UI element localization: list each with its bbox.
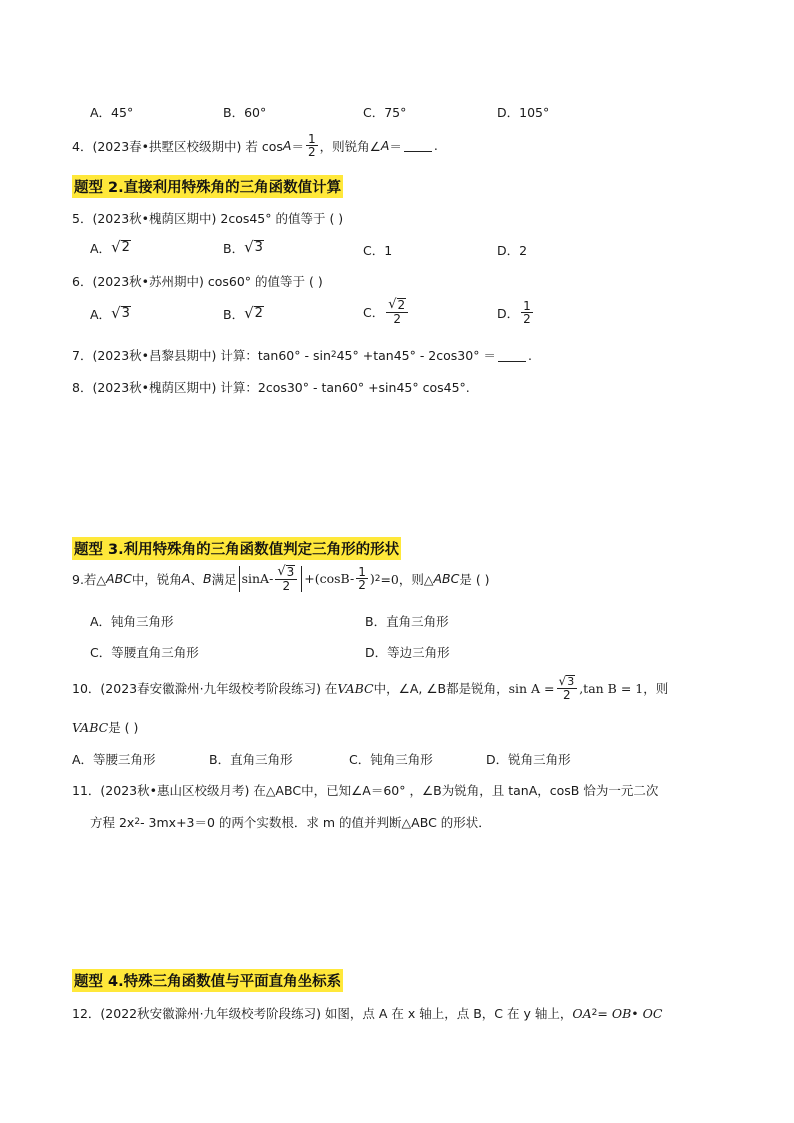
q5-option-b-label: B． — [223, 241, 245, 256]
q9-mid: 中，锐角 — [131, 571, 182, 587]
q9-rad: 3 — [286, 565, 295, 579]
q4-eq2: ＝ — [389, 138, 402, 154]
q12-sup: 2 — [591, 1008, 598, 1018]
q3-option-a: A．45° — [90, 105, 134, 120]
q9-sina: sinA- — [241, 571, 274, 587]
q5-option-c: C．1 — [363, 243, 393, 258]
q9-fraction-1 — [275, 565, 297, 592]
question-9: 9.若△ ABC 中，锐角 A 、 B 满足 sinA- √ 3 2 +(cosB- $\frac{1}{2}$ ) 2 =0，则△ ABC 是 ( ) — [72, 564, 490, 594]
q6-c-rad: 2 — [397, 298, 406, 312]
q10-fraction — [557, 675, 578, 701]
q10-rad: 3 — [567, 675, 575, 688]
q6-option-a-label: A． — [90, 307, 112, 322]
q4-blank — [404, 139, 432, 152]
q9-eq0: =0，则△ — [380, 571, 434, 587]
q3-option-b: B．60° — [223, 105, 267, 120]
q10-triangle-2: VABC — [72, 719, 109, 735]
q10-prefix: 10．(2023春安徽滁州·九年级校考阶段练习) 在 — [72, 681, 338, 697]
q9-option-b: B．直角三角形 — [365, 614, 449, 629]
section-heading-4: 题型 4.特殊三角函数值与平面直角坐标系 — [72, 969, 343, 992]
q10-frac-num: √ 3 — [557, 675, 578, 689]
q6-rad-b: 2 — [254, 306, 263, 322]
q5-rad-a: 2 — [121, 240, 130, 256]
q9-option-c: C．等腰直角三角形 — [90, 645, 199, 660]
abs-bar-left — [239, 566, 240, 592]
q12-prefix: 12．(2022秋安徽滁州·九年级校考阶段练习) 如图，点 A 在 x 轴上，点 B，C 在 y 轴上， — [72, 1006, 573, 1021]
q9-abc: ABC — [106, 571, 132, 587]
q9-frac1-num: √ 3 — [275, 565, 297, 580]
q10-den: 2 — [563, 688, 571, 703]
q9-option-d: D．等边三角形 — [365, 645, 450, 660]
q6-option-b-label: B． — [223, 307, 245, 322]
q4-end: . — [433, 138, 438, 153]
q9-plus: +(cosB- — [304, 571, 355, 587]
q9-fraction-2 — [356, 566, 368, 591]
q5-option-d: D．2 — [497, 243, 528, 258]
q6-c-num: √ 2 — [386, 298, 408, 313]
question-6: 6．(2023秋•苏州期中) cos60° 的值等于 ( ) — [72, 274, 323, 289]
q10-triangle: VABC — [337, 680, 374, 696]
q9-den: 2 — [282, 579, 291, 594]
q10-option-a: A．等腰三角形 — [72, 752, 156, 767]
q9-pow: 2 — [374, 573, 381, 584]
q6-option-b — [223, 305, 264, 323]
q9-satisfy: 满足 — [211, 571, 237, 587]
q4-prefix: 4．(2023春•拱墅区校级期中) 若 cos — [72, 138, 283, 154]
q6-fraction-c — [386, 298, 408, 325]
q6-rad-a: 3 — [121, 306, 130, 322]
q9-den2: 2 — [358, 578, 366, 593]
question-11: 11．(2023秋•惠山区校级月考) 在△ABC中，已知∠A＝60° ，∠B为锐角，且 tanA，cosB 恰为一元二次 — [72, 783, 659, 798]
q9-sep: 、 — [190, 571, 203, 587]
q4-num: 1 — [307, 132, 316, 146]
question-10-line2 — [72, 718, 138, 736]
q6-c-den: 2 — [393, 312, 402, 327]
section-heading-3: 题型 3.利用特殊角的三角函数值判定三角形的形状 — [72, 537, 401, 560]
q10-sina: sin A = — [508, 680, 555, 696]
q11-line2a: 方程 2x — [90, 815, 135, 830]
q3-option-d: D．105° — [497, 105, 550, 120]
q7-mid: 45° +tan45° - 2cos30° ＝ — [336, 348, 496, 363]
q3-option-c: C．75° — [363, 105, 407, 120]
q7-prefix: 7．(2023秋•昌黎县期中) 计算：tan60° - sin — [72, 348, 331, 363]
q5-option-a-label: A． — [90, 241, 112, 256]
q6-d-num: 1 — [523, 299, 531, 313]
q9-a: A — [181, 571, 191, 587]
q6-option-a — [90, 305, 131, 323]
q4-suffix: ，则锐角∠ — [319, 138, 381, 154]
q12-formula: OA — [572, 1005, 592, 1021]
q4-fraction — [306, 133, 318, 158]
q10-option-d: D．锐角三角形 — [486, 752, 571, 767]
q6-option-d-label: D． — [497, 305, 520, 321]
q11-line2b: - 3mx+3＝0 的两个实数根．求 m 的值并判断△ABC 的形状． — [140, 815, 491, 830]
sqrt-symbol: √ 2 — [111, 238, 130, 257]
q9-num2: 1 — [358, 565, 366, 580]
q10-mid: 中，∠A, ∠B都是锐角， — [373, 681, 509, 697]
q9-prefix: 9.若△ — [72, 571, 107, 587]
q7-blank — [498, 349, 526, 362]
q4-var2: A — [380, 138, 390, 153]
sqrt-symbol: √ 2 — [244, 304, 263, 323]
q12-rest: = OB• OC — [597, 1005, 663, 1021]
q6-option-c-label: C． — [363, 304, 385, 320]
q10-option-c: C．钝角三角形 — [349, 752, 433, 767]
q10-tanb: ,tan B = 1，则 — [579, 681, 669, 697]
question-4 — [72, 133, 438, 158]
q4-var: A — [282, 138, 292, 153]
q6-option-d — [497, 300, 535, 325]
q10-line2-text: 是 ( ) — [108, 720, 139, 735]
q6-d-den: 2 — [523, 312, 531, 326]
q9-end: 是 ( ) — [459, 571, 490, 587]
q5-option-b — [223, 239, 264, 257]
question-8: 8．(2023秋•槐荫区期中) 计算：2cos30° - tan60° +sin45° cos45°. — [72, 380, 470, 395]
q6-fraction-d — [521, 300, 533, 325]
question-11-line2 — [90, 813, 491, 831]
q5-rad-b: 3 — [254, 240, 263, 256]
sqrt-symbol: √ 3 — [111, 304, 130, 323]
q9-abc2: ABC — [433, 571, 460, 587]
section-heading-2: 题型 2.直接利用特殊角的三角函数值计算 — [72, 175, 343, 198]
question-5: 5．(2023秋•槐荫区期中) 2cos45° 的值等于 ( ) — [72, 211, 344, 226]
q11-sup: 2 — [134, 817, 141, 827]
q7-end: . — [527, 347, 532, 363]
question-7 — [72, 346, 532, 364]
q10-option-b: B．直角三角形 — [209, 752, 293, 767]
question-10 — [72, 675, 668, 701]
q9-b: B — [203, 571, 212, 587]
question-12 — [72, 1004, 662, 1022]
q7-sup: 2 — [330, 350, 337, 360]
q4-den: 2 — [307, 145, 316, 159]
q6-option-c — [363, 298, 410, 325]
q5-option-a — [90, 239, 131, 257]
q4-eq: ＝ — [291, 138, 304, 154]
q9-option-a: A．钝角三角形 — [90, 614, 174, 629]
sqrt-symbol: √ 3 — [244, 238, 263, 257]
abs-bar-right — [301, 566, 302, 592]
